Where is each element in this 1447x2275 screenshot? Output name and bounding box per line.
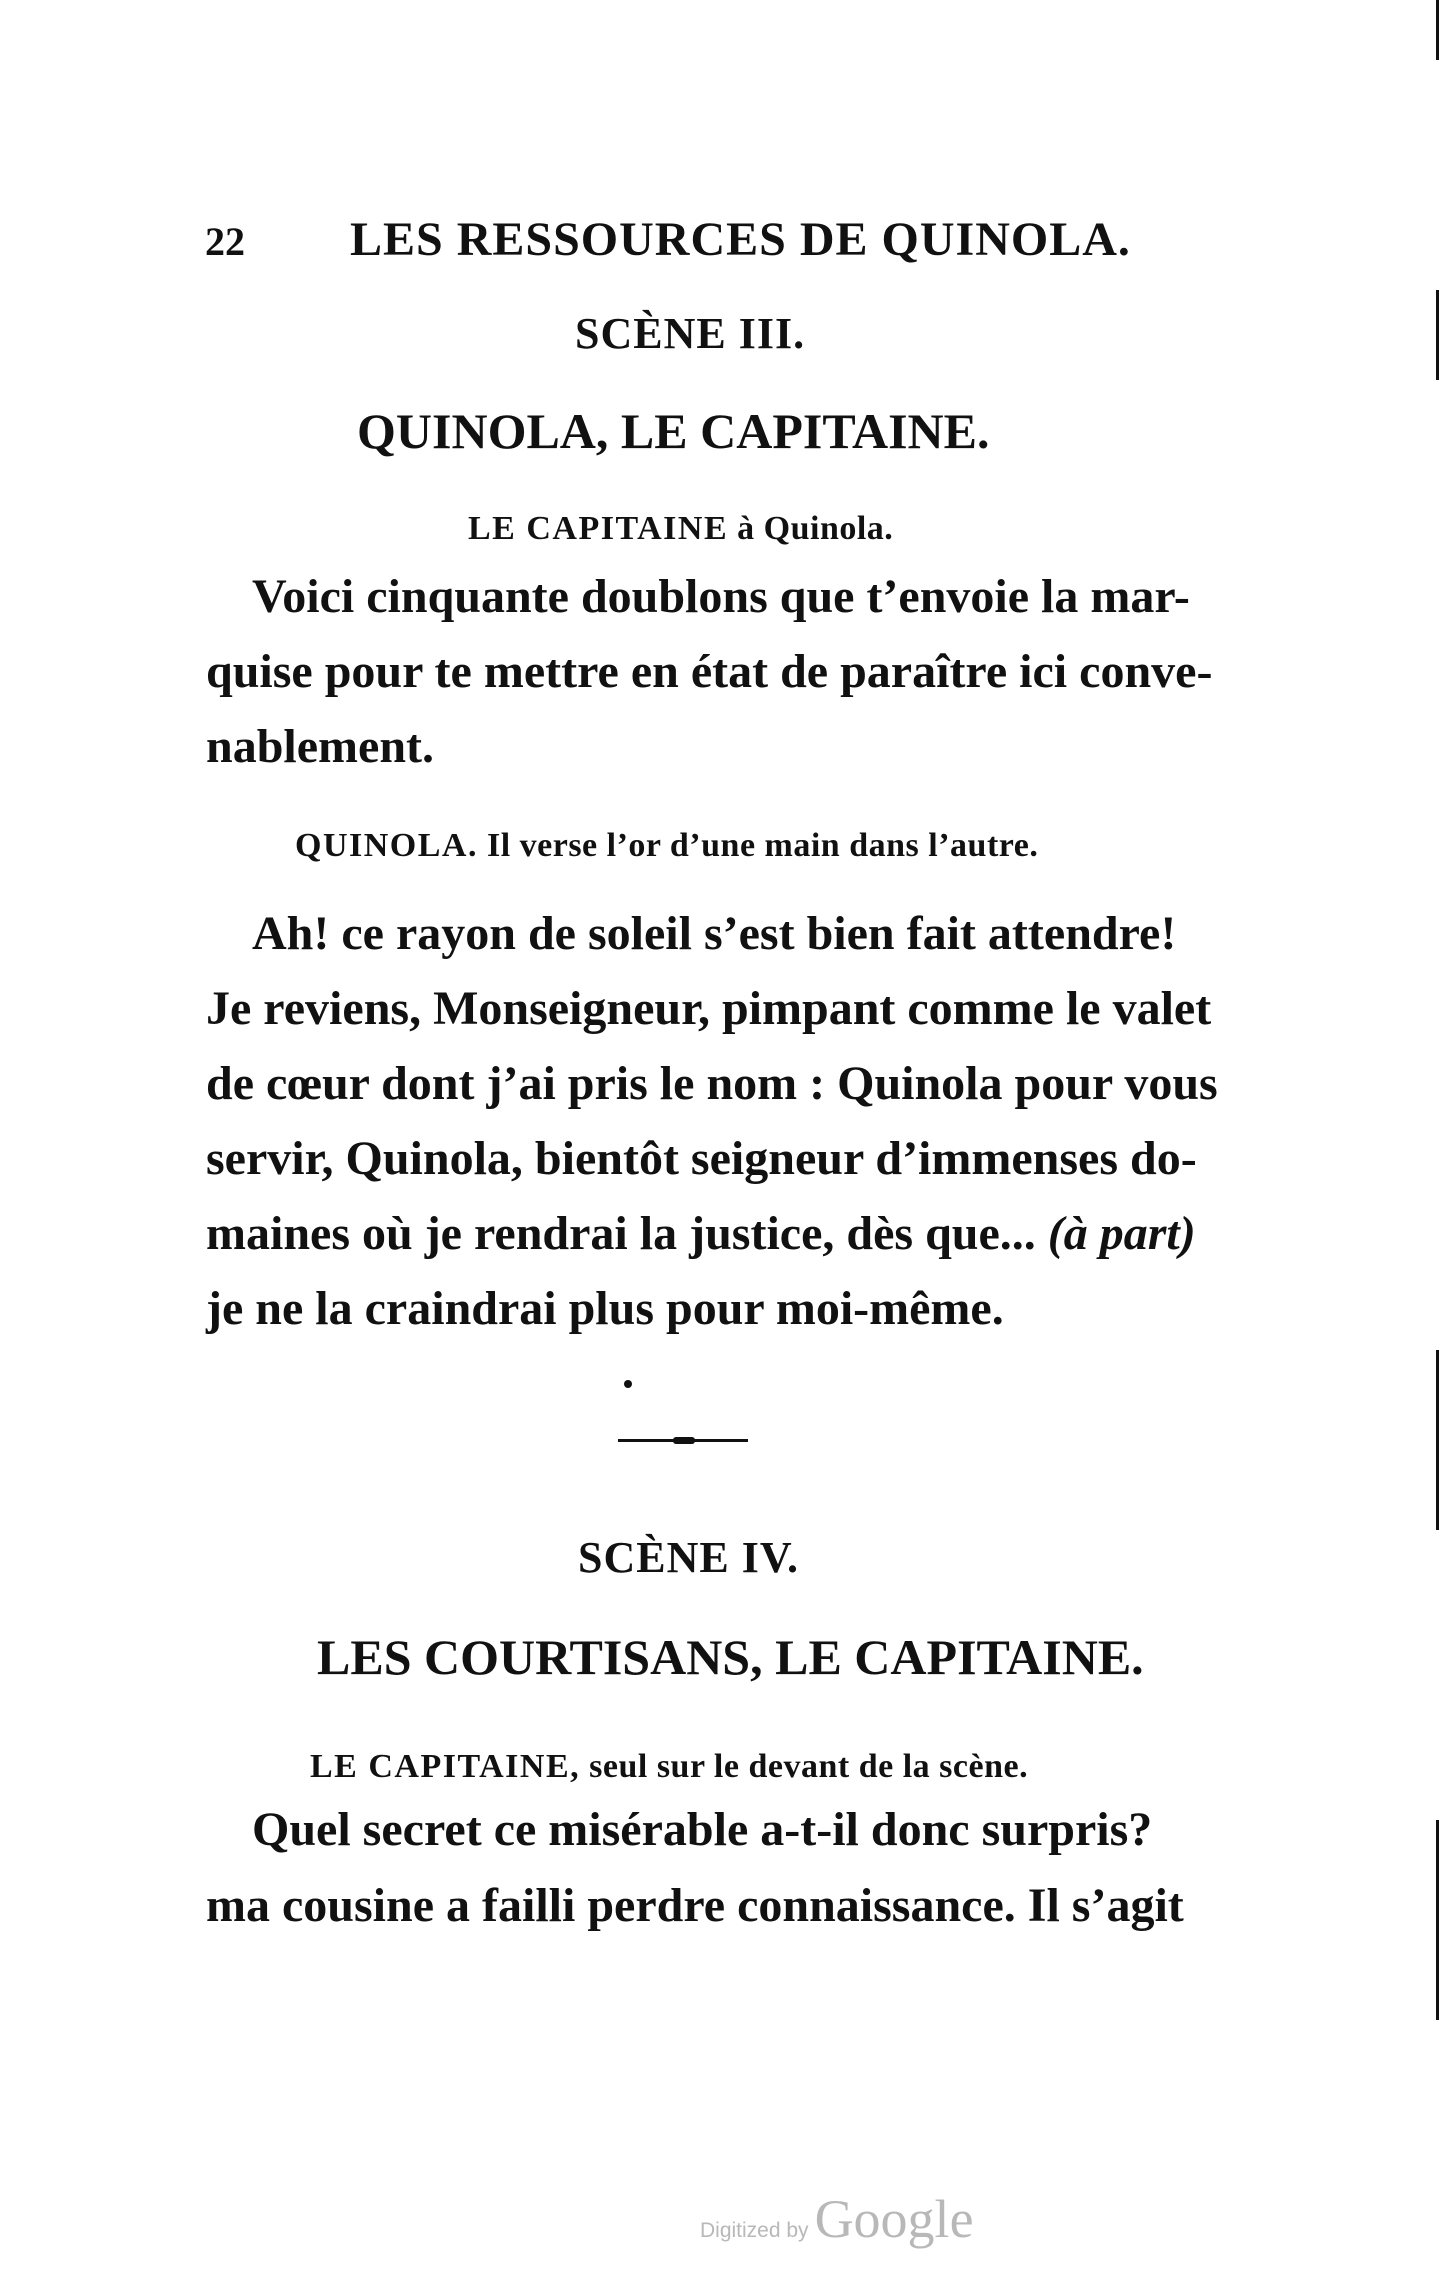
- speech-text: maines où je rendrai la justice, dès que...: [206, 1207, 1036, 1260]
- speech-line: Quel secret ce misérable a-t-il donc surpris?: [252, 1803, 1153, 1856]
- page-edge-mark: [1436, 290, 1439, 380]
- speaker-name: LE CAPITAINE,: [310, 1748, 581, 1785]
- page-edge-mark: [1436, 0, 1439, 60]
- speech-line: je ne la craindrai plus pour moi-même.: [206, 1282, 1004, 1335]
- speech-line: de cœur dont j’ai pris le nom : Quinola pour vous: [206, 1057, 1218, 1110]
- scene-4-stage-direction-1: [310, 1748, 1028, 1786]
- digitized-by-label: Digitized by: [700, 2219, 809, 2242]
- speech-line: servir, Quinola, bientôt seigneur d’immenses do-: [206, 1132, 1197, 1185]
- running-title: LES RESSOURCES DE QUINOLA.: [350, 213, 1131, 266]
- page-number: 22: [205, 219, 245, 264]
- speaker-name: QUINOLA.: [295, 827, 478, 864]
- stage-note: seul sur le devant de la scène.: [589, 1748, 1029, 1785]
- section-divider: [618, 1439, 748, 1442]
- scene-3-stage-direction-1: [468, 510, 893, 548]
- scene-3-heading: SCÈNE III.: [575, 309, 806, 358]
- speech-line: nablement.: [206, 720, 434, 773]
- stage-note: Il verse l’or d’une main dans l’autre.: [486, 827, 1039, 864]
- scene-4-characters: LES COURTISANS, LE CAPITAINE.: [317, 1629, 1144, 1685]
- speech-line: Ah! ce rayon de soleil s’est bien fait attendre!: [252, 907, 1177, 960]
- aside-direction: (à part): [1047, 1207, 1196, 1260]
- speech-line: quise pour te mettre en état de paraître ici conve-: [206, 645, 1213, 698]
- page-edge-mark: [1436, 1820, 1439, 2020]
- scene-3-characters: QUINOLA, LE CAPITAINE.: [357, 403, 990, 459]
- google-wordmark: Google: [814, 2189, 974, 2249]
- speaker-name: LE CAPITAINE: [468, 510, 729, 547]
- speech-line: Voici cinquante doublons que t’envoie la mar-: [252, 570, 1190, 623]
- speech-line: [206, 1207, 1196, 1260]
- digitized-by-watermark: [700, 2188, 974, 2250]
- ornament-dot: [624, 1380, 632, 1388]
- page-edge-mark: [1436, 1350, 1439, 1530]
- stage-note: à Quinola.: [737, 510, 894, 547]
- speech-line: ma cousine a failli perdre connaissance. Il s’agit: [206, 1879, 1184, 1932]
- scene-4-heading: SCÈNE IV.: [578, 1533, 799, 1582]
- speech-line: Je reviens, Monseigneur, pimpant comme le valet: [206, 982, 1212, 1035]
- scene-3-stage-direction-2: [295, 827, 1038, 865]
